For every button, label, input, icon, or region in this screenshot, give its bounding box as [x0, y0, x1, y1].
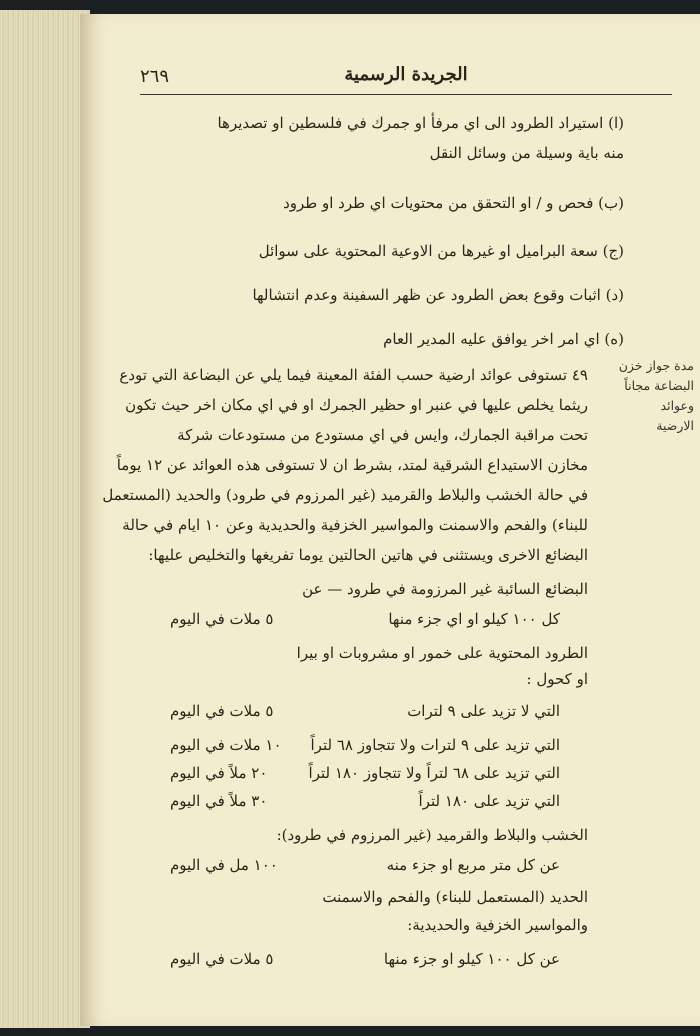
rate-item: كل ١٠٠ كيلو او اي جزء منها [388, 610, 560, 628]
item-label: (ج) [602, 242, 624, 260]
section-49-line-7: البضائع الاخرى ويستثنى في هاتين الحالتين يوما تفريغها والتخليص عليها: [148, 546, 588, 564]
wood-heading: الخشب والبلاط والقرميد (غير المرزوم في طرود): [276, 826, 588, 844]
rate-item: التي لا تزيد على ٩ لترات [407, 702, 560, 720]
rate-value: ٥ ملات في اليوم [170, 610, 274, 628]
section-number: ٤٩ [571, 366, 588, 384]
rate-value: ٢٠ ملاً في اليوم [170, 764, 268, 782]
item-e [383, 330, 624, 348]
rate-item: عن كل متر مربع او جزء منه [386, 856, 560, 874]
section-49-line-2: ريثما يخلص عليها في عنبر او حظير الجمرك او في اي مكان اخر حيث تكون [125, 396, 588, 414]
page-number: ٢٦٩ [140, 66, 170, 87]
rate-value: ٥ ملات في اليوم [170, 702, 274, 720]
book-page-edges [0, 10, 90, 1028]
iron-heading: الحديد (المستعمل للبناء) والفحم والاسمنت [322, 888, 588, 906]
item-text: اثبات وقوع بعض الطرود عن ظهر السفينة وعدم انتشالها [252, 286, 601, 304]
page-header [140, 64, 672, 95]
rate-value: ١٠ ملات في اليوم [170, 736, 282, 754]
rate-item: عن كل ١٠٠ كيلو او جزء منها [383, 950, 560, 968]
rate-value: ٣٠ ملاً في اليوم [170, 792, 268, 810]
rate-value: ١٠٠ مل في اليوم [170, 856, 278, 874]
item-text: سعة البراميل او غيرها من الاوعية المحتوية على سوائل [258, 242, 598, 260]
item-a-continuation [430, 144, 624, 162]
document-page [80, 14, 700, 1026]
item-d [252, 286, 624, 304]
rate-value: ٥ ملات في اليوم [170, 950, 274, 968]
rate-item: التي تزيد على ٩ لترات ولا تتجاوز ٦٨ لتراً [310, 736, 560, 754]
rate-item: التي تزيد على ١٨٠ لتراً [418, 792, 560, 810]
item-text: اي امر اخر يوافق عليه المدير العام [383, 330, 600, 348]
running-title: الجريدة الرسمية [344, 64, 468, 85]
section-49-line-5: في حالة الخشب والبلاط والقرميد (غير المرزوم في طرود) والحديد (المستعمل [102, 486, 588, 504]
section-49-line-1: ٤٩ تستوفى عوائد ارضية حسب الفئة المعينة فيما يلي عن البضاعة التي تودع [119, 366, 588, 384]
item-label: (د) [605, 286, 624, 304]
item-label: (ه) [604, 330, 624, 348]
section-49-line-6: للبناء) والفحم والاسمنت والمواسير الخزفية والحديدية وعن ١٠ ايام في حالة [122, 516, 588, 534]
iron-heading-2: والمواسير الخزفية والحديدية: [407, 916, 588, 934]
item-label: (ا) [608, 114, 624, 132]
section-49-line-3: تحت مراقبة الجمارك، وايس في اي مستودع من مستودعات شركة [177, 426, 588, 444]
item-a [217, 114, 624, 132]
rate-item: التي تزيد على ٦٨ لتراً ولا تتجاوز ١٨٠ لتراً [308, 764, 560, 782]
item-text: منه باية وسيلة من وسائل النقل [429, 144, 624, 162]
item-text: فحص و / او التحقق من محتويات اي طرد او طرود [283, 194, 594, 212]
section-49-line-4: مخازن الاستيداع الشرقية لمتد، بشرط ان لا تستوفى هذه العوائد عن ١٢ يوماً [116, 456, 588, 474]
alcohol-heading: الطرود المحتوية على خمور او مشروبات او بيرا [296, 644, 588, 662]
item-text: استيراد الطرود الى اي مرفأ او جمرك في فلسطين او تصديرها [217, 114, 604, 132]
unpacked-heading: البضائع السائبة غير المرزومة في طرود — عن [302, 580, 588, 598]
item-c [259, 242, 624, 260]
margin-note: مدة جواز خزن البضاعة مجاناً وعوائد الارضية [618, 358, 694, 433]
item-b [283, 194, 624, 212]
alcohol-heading-2: او كحول : [526, 670, 588, 688]
item-label: (ب) [598, 194, 624, 212]
